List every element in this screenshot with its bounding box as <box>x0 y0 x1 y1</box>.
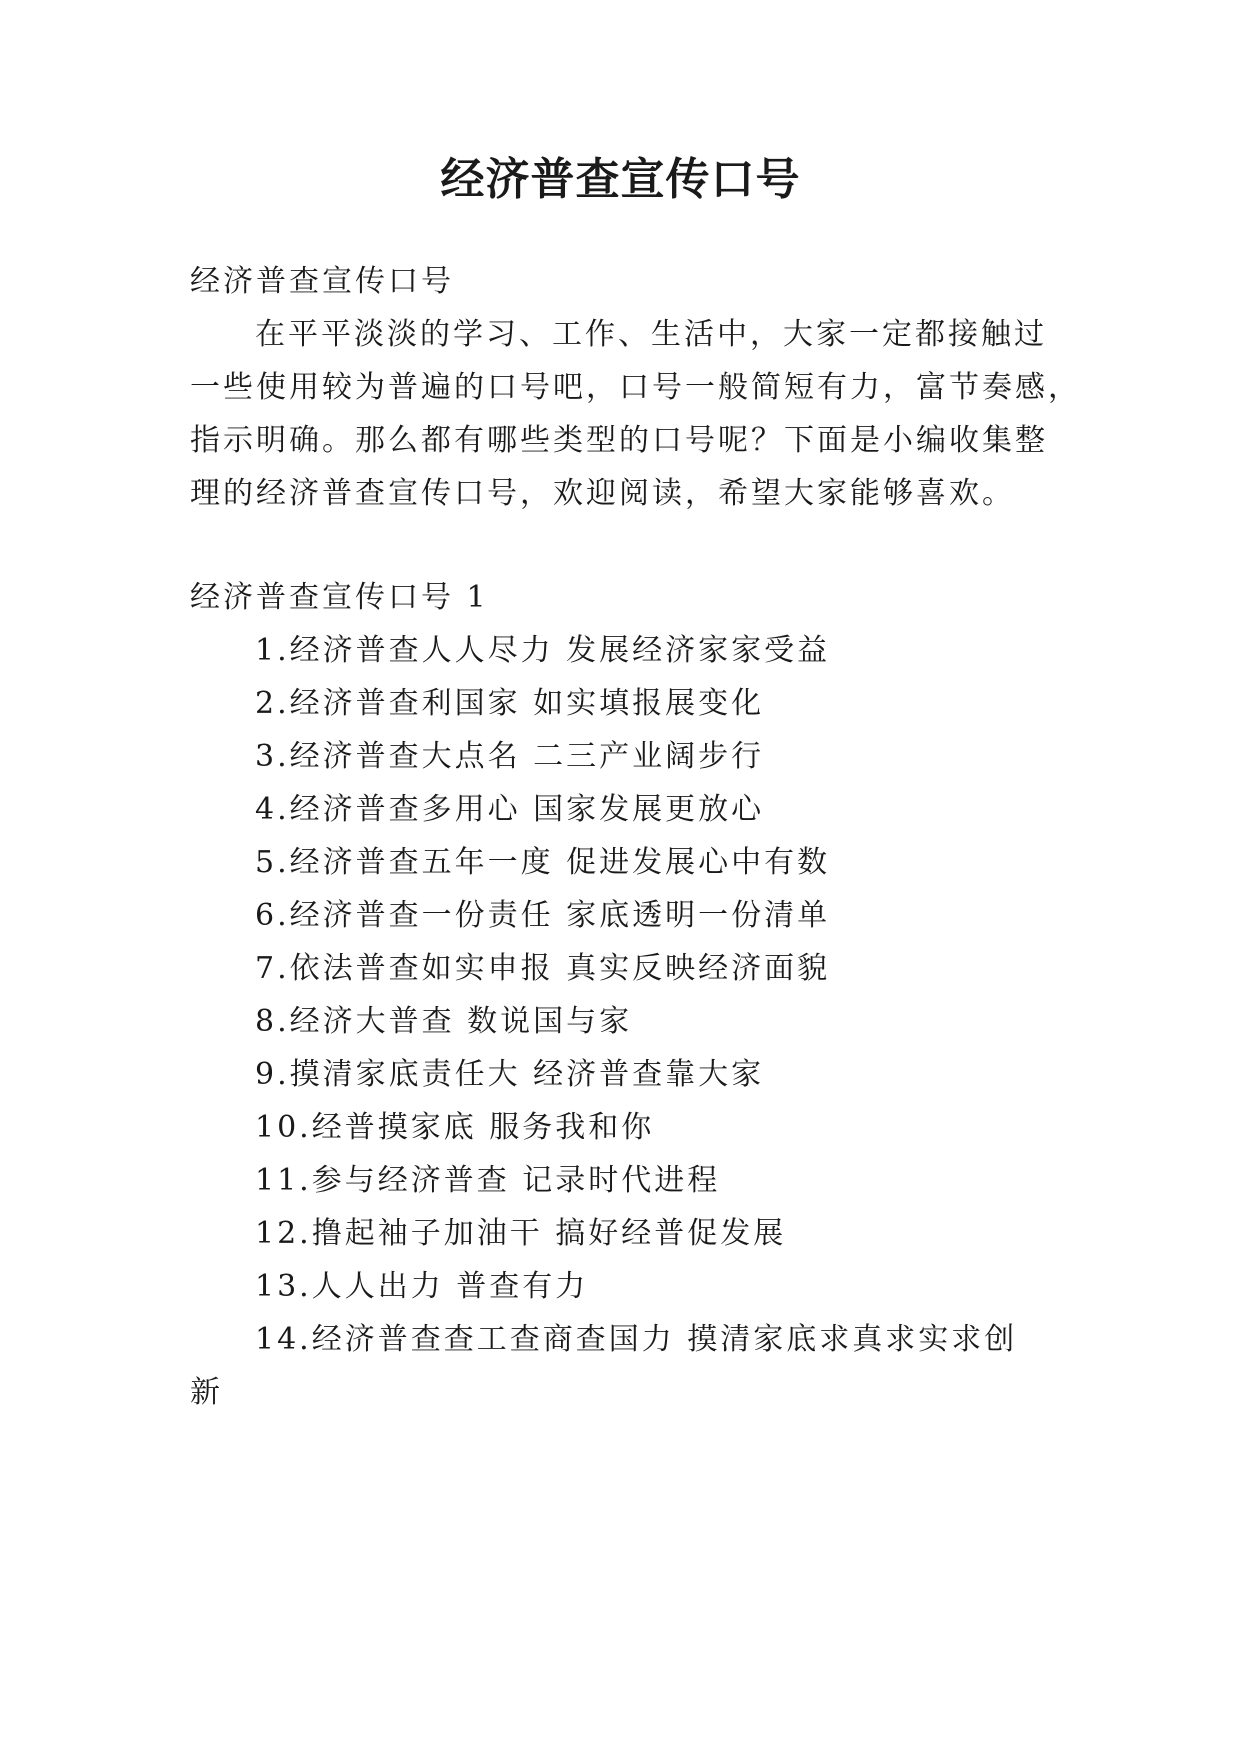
slogan-item-12: 12.撸起袖子加油干 搞好经普促发展 <box>255 1216 787 1251</box>
slogan-item-8: 8.经济大普查 数说国与家 <box>255 1004 633 1039</box>
intro-line-1: 在平平淡淡的学习、工作、生活中，大家一定都接触过 <box>255 317 1047 352</box>
slogan-item-11: 11.参与经济普查 记录时代进程 <box>255 1163 721 1198</box>
slogan-item-14: 14.经济普查查工查商查国力 摸清家底求真求实求创 <box>255 1322 1018 1357</box>
slogan-item-6: 6.经济普查一份责任 家底透明一份清单 <box>255 898 831 933</box>
slogan-item-14-wrap: 新 <box>190 1375 223 1410</box>
slogan-item-7: 7.依法普查如实申报 真实反映经济面貌 <box>255 951 831 986</box>
slogan-item-1: 1.经济普查人人尽力 发展经济家家受益 <box>255 633 831 668</box>
slogan-item-4: 4.经济普查多用心 国家发展更放心 <box>255 792 765 827</box>
section-heading: 经济普查宣传口号 1 <box>190 580 489 615</box>
intro-line-3: 指示明确。那么都有哪些类型的口号呢？下面是小编收集整 <box>190 423 1048 458</box>
slogan-item-5: 5.经济普查五年一度 促进发展心中有数 <box>255 845 831 880</box>
intro-line-2: 一些使用较为普遍的口号吧，口号一般简短有力，富节奏感， <box>190 370 1081 405</box>
slogan-item-9: 9.摸清家底责任大 经济普查靠大家 <box>255 1057 765 1092</box>
slogan-item-10: 10.经普摸家底 服务我和你 <box>255 1110 655 1145</box>
slogan-item-2: 2.经济普查利国家 如实填报展变化 <box>255 686 765 721</box>
slogan-item-13: 13.人人出力 普查有力 <box>255 1269 589 1304</box>
slogan-item-3: 3.经济普查大点名 二三产业阔步行 <box>255 739 765 774</box>
intro-line-4: 理的经济普查宣传口号，欢迎阅读，希望大家能够喜欢。 <box>190 476 1015 511</box>
subtitle: 经济普查宣传口号 <box>190 264 454 299</box>
document-title: 经济普查宣传口号 <box>440 154 801 205</box>
